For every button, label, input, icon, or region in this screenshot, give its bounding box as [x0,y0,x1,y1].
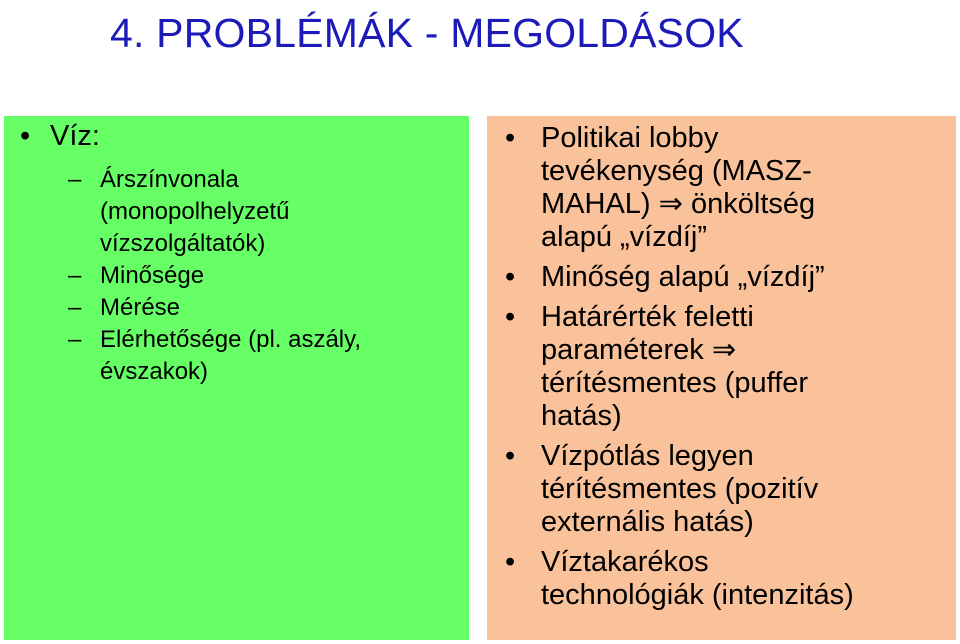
problem-item [68,260,361,292]
solution-item [503,261,854,294]
dash-icon: – [68,326,82,353]
solution-text-line: Minőség alapú „vízdíj” [541,261,825,293]
solution-text-line: MAHAL) ⇒ önköltség [541,188,816,220]
dash-icon: – [68,262,82,289]
solution-text-line: Vízpótlás legyen [541,440,754,472]
problem-text-line: Minősége [100,262,205,289]
bullet-icon: • [505,301,516,333]
solution-text-line: hatás) [541,400,622,432]
bullet-icon: • [505,546,516,578]
problem-item [68,292,361,324]
solution-item [503,301,854,433]
bullet-icon: • [505,261,516,293]
solutions-list [503,122,854,619]
problem-text-line: Elérhetősége (pl. aszály, [100,326,362,353]
problem-text-line: Árszínvonala [100,166,239,193]
problem-text-line: Mérése [100,294,181,321]
problems-list [68,164,361,388]
solution-text-line: Politikai lobby [541,122,719,154]
problem-item [68,164,361,260]
solution-item [503,122,854,254]
dash-icon: – [68,166,82,193]
problem-text-line: évszakok) [100,358,209,385]
slide-title: 4. PROBLÉMÁK - MEGOLDÁSOK [110,10,744,56]
dash-icon: – [68,294,82,321]
solution-text-line: paraméterek ⇒ [541,334,737,366]
bullet-icon: • [505,440,516,472]
solution-text-line: Víztakarékos [541,546,709,578]
solution-item [503,546,854,612]
solution-text-line: Határérték feletti [541,301,754,333]
solution-text-line: térítésmentes (puffer [541,367,809,399]
bullet-icon: • [505,122,516,154]
problem-item [68,324,361,388]
problems-heading [20,120,100,153]
solution-text-line: tevékenység (MASZ- [541,155,812,187]
problem-text-line: vízszolgáltatók) [100,230,266,257]
solution-item [503,440,854,539]
problems-panel [4,116,469,640]
problem-text-line: (monopolhelyzetű [100,198,290,225]
problems-heading-label: Víz: [50,120,100,152]
solution-text-line: technológiák (intenzitás) [541,579,854,611]
solution-text-line: externális hatás) [541,506,754,538]
bullet-icon: • [20,120,31,152]
solutions-panel [487,116,956,640]
solution-text-line: alapú „vízdíj” [541,221,708,253]
solution-text-line: térítésmentes (pozitív [541,473,819,505]
